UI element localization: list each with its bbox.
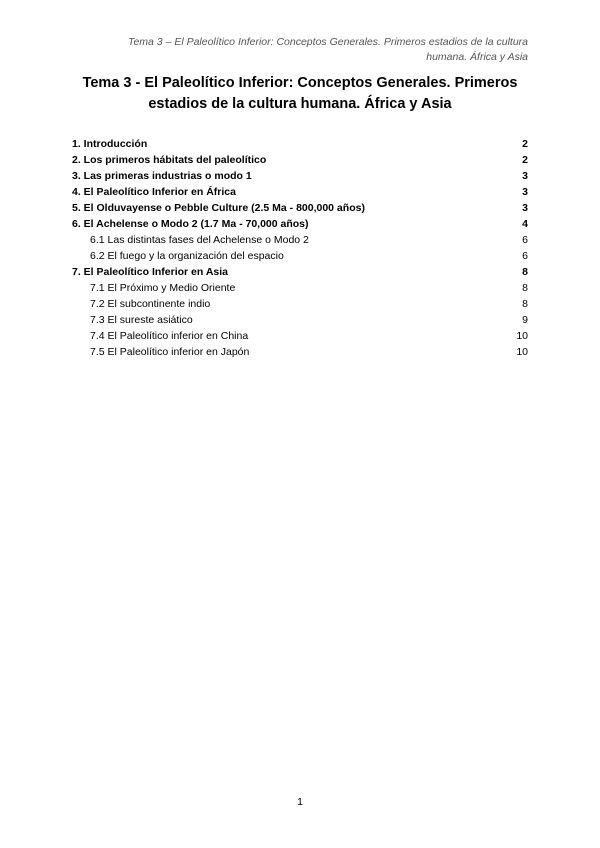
table-of-contents (72, 138, 528, 362)
toc-entry-label: 1. Introducción (72, 138, 148, 150)
toc-entry-page: 8 (522, 282, 528, 294)
toc-entry-label: 6.1 Las distintas fases del Achelense o Modo 2 (90, 234, 309, 246)
toc-entry-page: 10 (516, 346, 528, 358)
toc-entry-page: 2 (522, 154, 528, 166)
toc-entry-label: 7.4 El Paleolítico inferior en China (90, 330, 249, 342)
toc-entry-page: 3 (522, 170, 528, 182)
toc-entry-label: 5. El Olduvayense o Pebble Culture (2.5 Ma - 800,000 años) (72, 202, 365, 214)
document-title: Tema 3 - El Paleolítico Inferior: Conceptos Generales. Primeros estadios de la cultura humana. África y Asia (82, 75, 518, 112)
toc-entry-page: 3 (522, 186, 528, 198)
toc-entry-label: 7.2 El subcontinente indio (90, 298, 211, 310)
toc-entry-label: 7.1 El Próximo y Medio Oriente (90, 282, 236, 294)
toc-subentry[interactable] (72, 234, 528, 250)
toc-entry-page: 6 (522, 234, 528, 246)
running-header: Tema 3 – El Paleolítico Inferior: Conceptos Generales. Primeros estadios de la cultura humana. África y Asia (128, 36, 528, 63)
toc-entry-label: 4. El Paleolítico Inferior en África (72, 186, 236, 198)
toc-entry-label: 3. Las primeras industrias o modo 1 (72, 170, 252, 182)
toc-entry-page: 3 (522, 202, 528, 214)
toc-subentry[interactable] (72, 330, 528, 346)
toc-entry-label: 7. El Paleolítico Inferior en Asia (72, 266, 228, 278)
toc-entry-page: 6 (522, 250, 528, 262)
toc-entry-label: 6.2 El fuego y la organización del espacio (90, 250, 284, 262)
toc-entry-label: 7.3 El sureste asiático (90, 314, 193, 326)
toc-entry[interactable] (72, 218, 528, 234)
toc-subentry[interactable] (72, 346, 528, 362)
toc-entry-label: 6. El Achelense o Modo 2 (1.7 Ma - 70,000 años) (72, 218, 309, 230)
toc-entry-page: 9 (522, 314, 528, 326)
toc-entry-page: 8 (522, 298, 528, 310)
toc-entry[interactable] (72, 202, 528, 218)
toc-entry[interactable] (72, 186, 528, 202)
toc-entry[interactable] (72, 138, 528, 154)
toc-entry[interactable] (72, 154, 528, 170)
toc-entry-page: 8 (522, 266, 528, 278)
toc-entry[interactable] (72, 170, 528, 186)
toc-entry-page: 4 (522, 218, 528, 230)
toc-entry-page: 10 (516, 330, 528, 342)
toc-subentry[interactable] (72, 282, 528, 298)
toc-subentry[interactable] (72, 314, 528, 330)
toc-subentry[interactable] (72, 298, 528, 314)
toc-entry[interactable] (72, 266, 528, 282)
page-number: 1 (297, 796, 303, 808)
toc-entry-label: 7.5 El Paleolítico inferior en Japón (90, 346, 250, 358)
toc-entry-page: 2 (522, 138, 528, 150)
toc-entry-label: 2. Los primeros hábitats del paleolítico (72, 154, 267, 166)
toc-subentry[interactable] (72, 250, 528, 266)
